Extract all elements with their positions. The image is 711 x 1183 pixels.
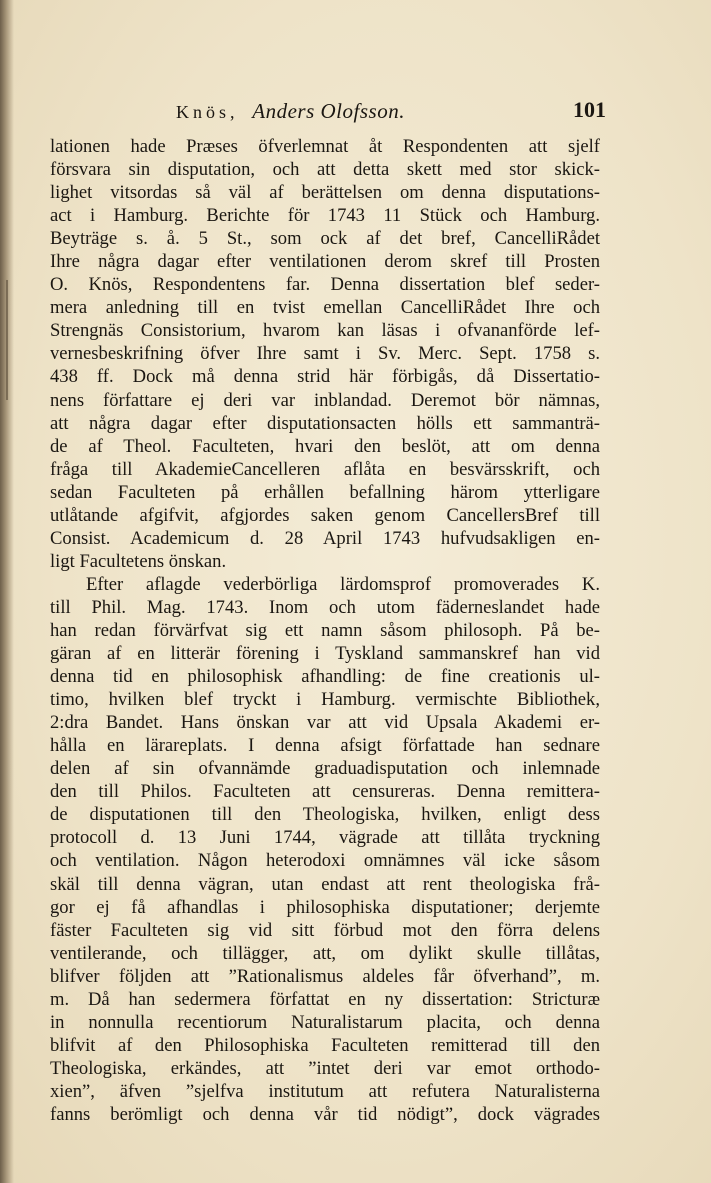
text-line: O. Knös, Respondentens far. Denna dissertation blef seder- [50, 274, 600, 296]
text-line: timo, hvilken blef tryckt i Hamburg. vermischte Bibliothek, [50, 689, 600, 711]
text-line: vernesbeskrifning öfver Ihre samt i Sv. Merc. Sept. 1758 s. [50, 343, 600, 365]
text-line: hålla en lärareplats. I denna afsigt författade han sednare [50, 735, 600, 757]
body-text [50, 135, 600, 1126]
running-head-given-names: Anders Olofsson. [252, 99, 405, 123]
text-line: 2:dra Bandet. Hans önskan var att vid Upsala Akademi er- [50, 712, 600, 734]
text-line: utlåtande afgifvit, afgjordes saken genom CancellersBref till [50, 504, 600, 526]
text-line: försvara sin disputation, och att detta skett med stor skick- [50, 159, 600, 181]
text-line: Consist. Academicum d. 28 April 1743 hufvudsakligen en- [50, 527, 600, 549]
text-line: han redan förvärfvat sig ett namn såsom philosoph. På be- [50, 619, 600, 641]
text-line: fanns berömligt och denna vår tid nödigt”, dock vägrades [50, 1103, 600, 1125]
text-line: blifvit af den Philosophiska Faculteten remitterad till den [50, 1034, 600, 1056]
text-line: de disputationen till den Theologiska, hvilken, enligt dess [50, 804, 600, 826]
paragraph-start-line: Efter aflagde vederbörliga lärdomsprof promoverades K. [86, 573, 600, 595]
text-line: ventilerande, och tillägger, att, om dylikt skulle tillåtas, [50, 942, 600, 964]
text-line: Beyträge s. å. 5 St., som ock af det bref, CancelliRådet [50, 228, 600, 250]
paragraph-end-line: ligt Facultetens önskan. [50, 550, 227, 572]
text-line: Strengnäs Consistorium, hvarom kan läsas i ofvananförde lef- [50, 320, 600, 342]
text-line: mera anledning till en tvist emellan CancelliRådet Ihre och [50, 297, 600, 319]
running-head [176, 99, 405, 124]
text-line: Theologiska, erkändes, att ”intet deri var emot orthodo- [50, 1057, 600, 1079]
page-number: 101 [573, 97, 606, 122]
binding-mark [6, 280, 8, 400]
text-line: lighet vitsordas så väl af berättelsen om denna disputations- [50, 182, 600, 204]
text-line: lationen hade Præses öfverlemnat åt Respondenten att sjelf [50, 136, 600, 157]
text-line: in nonnulla recentiorum Naturalistarum placita, och denna [50, 1011, 600, 1033]
text-line: gor ej få afhandlas i philosophiska disputationer; derjemte [50, 896, 600, 918]
text-line: act i Hamburg. Berichte för 1743 11 Stück och Hamburg. [50, 205, 600, 227]
text-line: delen af sin ofvannämde graduadisputation och inlemnade [50, 758, 600, 780]
text-line: att några dagar efter disputationsacten hölls ett sammanträ- [50, 412, 600, 434]
text-line: gäran af en litterär förening i Tyskland sammanskref han vid [50, 643, 600, 665]
running-head-surname: Knös, [176, 102, 239, 122]
text-line: m. Då han sedermera författat en ny dissertation: Stricturæ [50, 988, 600, 1010]
text-line: och ventilation. Någon heterodoxi omnämnes väl icke såsom [50, 850, 600, 872]
text-line: de af Theol. Faculteten, hvari den beslöt, att om denna [50, 435, 600, 457]
text-line: den till Philos. Faculteten att censureras. Denna remittera- [50, 781, 600, 803]
page-binding-edge [0, 0, 14, 1183]
text-line: xien”, äfven ”sjelfva institutum att refutera Naturalisterna [50, 1080, 600, 1102]
text-line: sedan Faculteten på erhållen befallning härom ytterligare [50, 481, 600, 503]
text-line: 438 ff. Dock må denna strid här förbigås, då Dissertatio- [50, 366, 600, 388]
text-line: blifver följden att ”Rationalismus aldeles får öfverhand”, m. [50, 965, 600, 987]
text-line: Ihre några dagar efter ventilationen derom skref till Prosten [50, 251, 600, 273]
page-header [50, 97, 606, 127]
text-line: denna tid en philosophisk afhandling: de fine creationis ul- [50, 666, 600, 688]
text-line: fäster Faculteten sig vid sitt förbud mot den förra delens [50, 919, 600, 941]
text-line: fråga till AkademieCancelleren aflåta en besvärsskrift, och [50, 458, 600, 480]
text-line: nens författare ej deri var inblandad. Deremot bör nämnas, [50, 389, 600, 411]
text-line: till Phil. Mag. 1743. Inom och utom fäderneslandet hade [50, 596, 600, 618]
text-line: protocoll d. 13 Juni 1744, vägrade att tillåta tryckning [50, 827, 600, 849]
text-line: skäl till denna vägran, utan endast att rent theologiska frå- [50, 873, 600, 895]
